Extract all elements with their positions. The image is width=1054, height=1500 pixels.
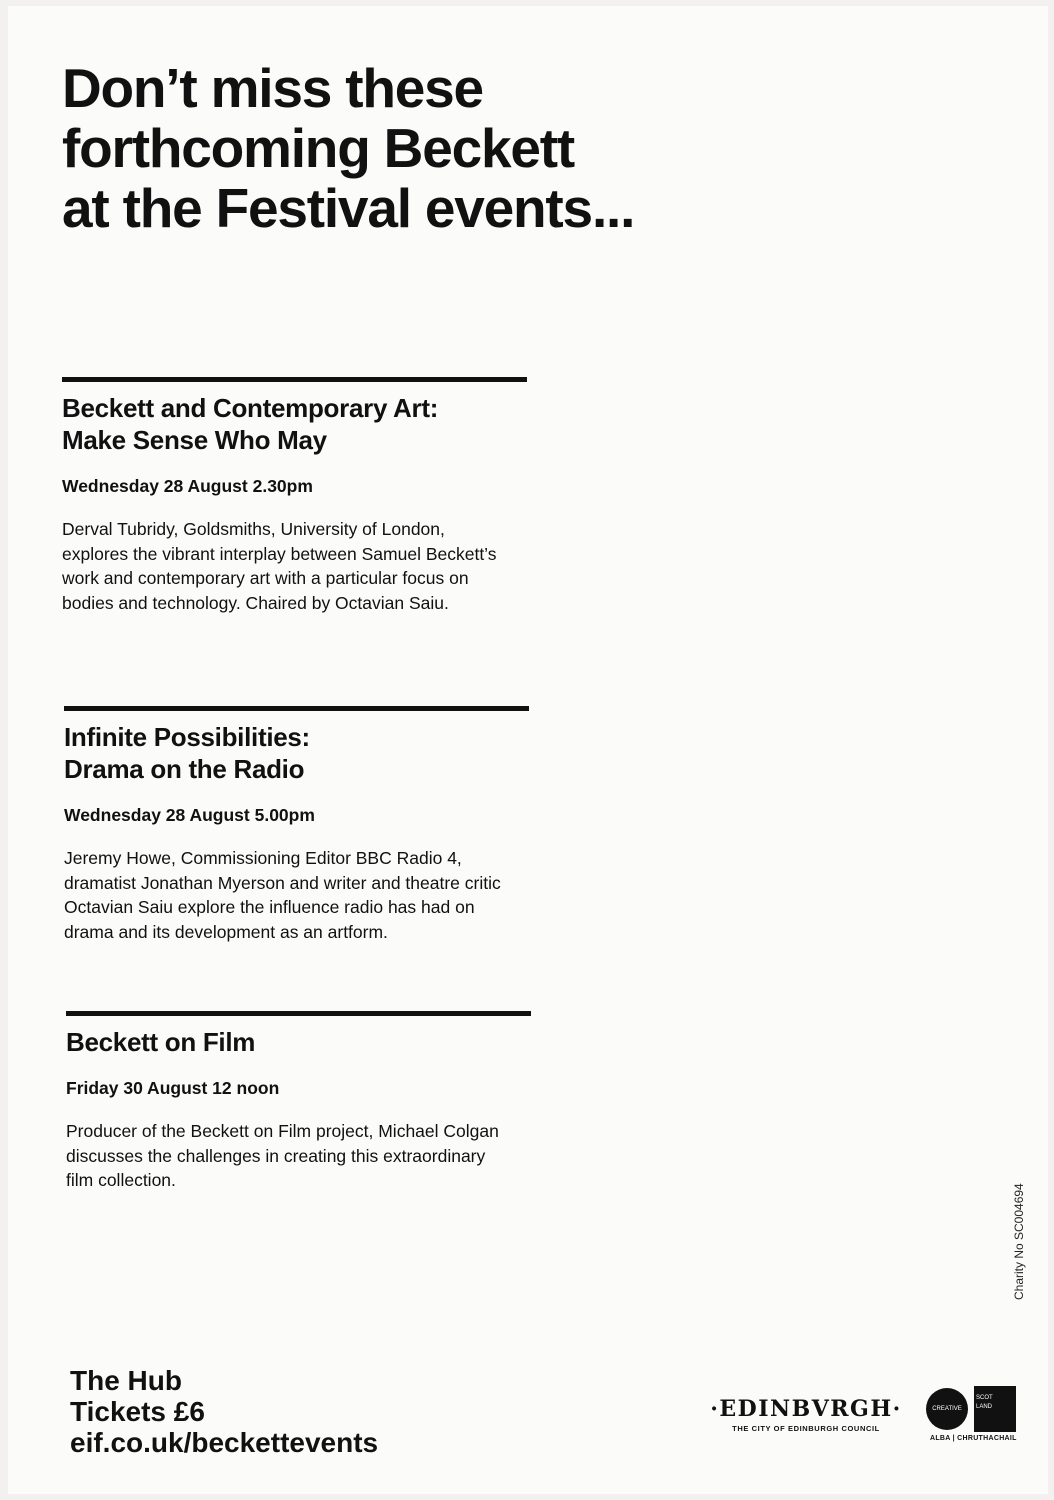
charity-number: Charity No SC004694 bbox=[1012, 1183, 1026, 1300]
creative-scotland-tagline: ALBA | CHRUTHACHAIL bbox=[930, 1435, 1017, 1442]
creative-scotland-logo bbox=[926, 1386, 1020, 1436]
headline-line-2: forthcoming Beckett bbox=[62, 117, 574, 179]
event-title-line-1: Beckett and Contemporary Art: bbox=[62, 393, 439, 423]
scotland-square-icon bbox=[974, 1386, 1016, 1432]
event-description: Producer of the Beckett on Film project, Michael Colgan discusses the challenges in creating this extraordinary film collection. bbox=[66, 1121, 499, 1190]
event-title-line-1: Infinite Possibilities: bbox=[64, 722, 310, 752]
event-contemporary-art bbox=[62, 377, 527, 615]
ticket-price: Tickets £6 bbox=[70, 1396, 205, 1427]
edinburgh-council-logo bbox=[706, 1396, 906, 1433]
scotland-line-2: LAND bbox=[976, 1404, 993, 1410]
venue: The Hub bbox=[70, 1365, 182, 1396]
event-description: Jeremy Howe, Commissioning Editor BBC Radio 4, dramatist Jonathan Myerson and writer and theatre critic Octavian Saiu explore the influence radio has had on drama and its development as an artform. bbox=[64, 848, 501, 942]
event-divider bbox=[64, 706, 529, 711]
headline-line-1: Don’t miss these bbox=[62, 57, 483, 119]
event-date: Wednesday 28 August 2.30pm bbox=[62, 476, 313, 496]
event-title-line-1: Beckett on Film bbox=[66, 1027, 256, 1057]
ticket-info bbox=[70, 1365, 378, 1458]
event-title-line-2: Make Sense Who May bbox=[62, 425, 327, 455]
event-divider bbox=[66, 1011, 531, 1016]
event-description: Derval Tubridy, Goldsmiths, University of London, explores the vibrant interplay between Samuel Beckett’s work and contemporary art with a particular focus on bodies and technology. Chaired by Octavian Saiu. bbox=[62, 519, 497, 613]
edinburgh-wordmark: ·EDINBVRGH· bbox=[710, 1396, 902, 1422]
edinburgh-council-name: THE CITY OF EDINBURGH COUNCIL bbox=[732, 1424, 880, 1433]
event-date: Wednesday 28 August 5.00pm bbox=[64, 805, 315, 825]
headline bbox=[62, 58, 822, 238]
event-title-line-2: Drama on the Radio bbox=[64, 754, 305, 784]
scotland-line-1: SCOT bbox=[976, 1395, 993, 1401]
event-title bbox=[66, 1026, 531, 1058]
event-beckett-on-film bbox=[66, 1011, 531, 1193]
event-title bbox=[62, 392, 527, 456]
creative-circle-icon: CREATIVE bbox=[926, 1388, 968, 1430]
event-date: Friday 30 August 12 noon bbox=[66, 1078, 280, 1098]
website-link[interactable]: eif.co.uk/beckettevents bbox=[70, 1427, 379, 1458]
event-drama-on-radio bbox=[64, 706, 529, 944]
headline-line-3: at the Festival events... bbox=[62, 177, 635, 239]
event-divider bbox=[62, 377, 527, 382]
event-title bbox=[64, 721, 529, 785]
